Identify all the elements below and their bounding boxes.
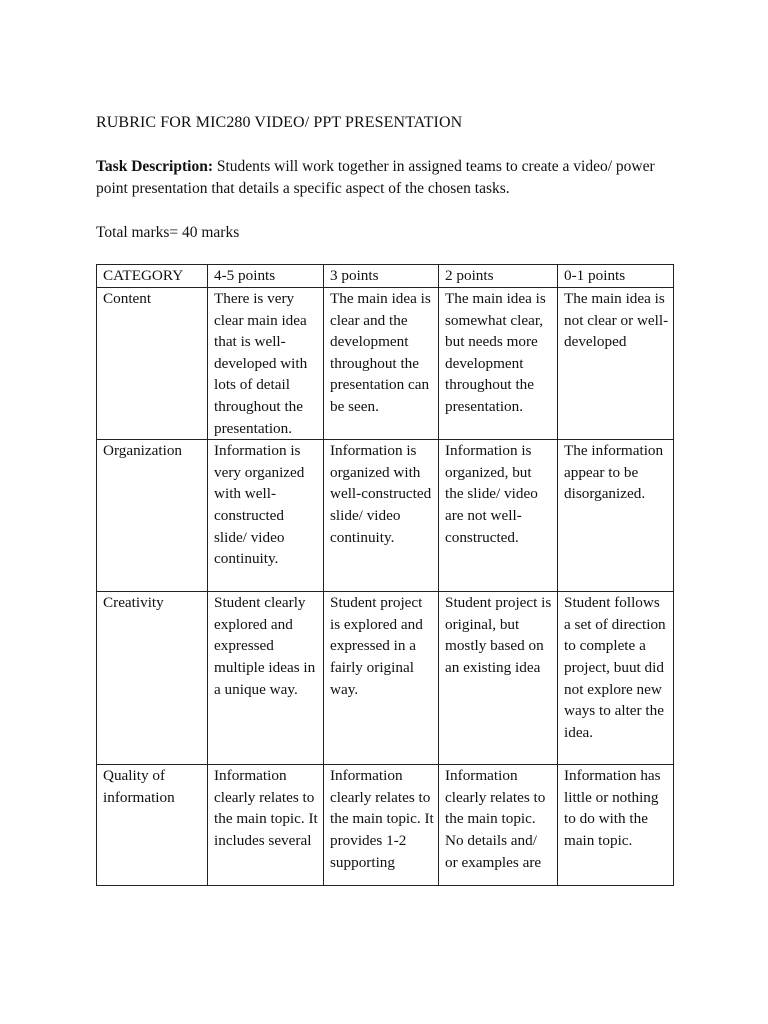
rubric-row-content (97, 288, 674, 440)
rubric-row-organization (97, 440, 674, 592)
header-4-5-points: 4-5 points (208, 265, 324, 288)
rubric-cell: The main idea is somewhat clear, but needs more development throughout the presentation. (439, 288, 558, 440)
task-description (96, 156, 686, 200)
task-description-label: Task Description: (96, 158, 213, 175)
header-category: CATEGORY (97, 265, 208, 288)
rubric-cell: Student clearly explored and expressed multiple ideas in a unique way. (208, 592, 324, 765)
row-category-label: Creativity (97, 592, 208, 765)
header-0-1-points: 0-1 points (558, 265, 674, 288)
rubric-cell: Student project is explored and expressed in a fairly original way. (324, 592, 439, 765)
document-title: RUBRIC FOR MIC280 VIDEO/ PPT PRESENTATION (96, 114, 463, 131)
rubric-cell: The information appear to be disorganized. (558, 440, 674, 592)
rubric-row-creativity (97, 592, 674, 765)
rubric-cell: Information is very organized with well-constructed slide/ video continuity. (208, 440, 324, 592)
row-category-label: Quality of information (97, 765, 208, 886)
header-3-points: 3 points (324, 265, 439, 288)
rubric-header-row (97, 265, 674, 288)
rubric-cell: The main idea is not clear or well-developed (558, 288, 674, 440)
rubric-cell: Information clearly relates to the main topic. It includes several (208, 765, 324, 886)
header-2-points: 2 points (439, 265, 558, 288)
row-category-label: Content (97, 288, 208, 440)
total-marks: Total marks= 40 marks (96, 224, 240, 241)
rubric-cell: There is very clear main idea that is well-developed with lots of detail throughout the presentation. (208, 288, 324, 440)
rubric-cell: The main idea is clear and the development throughout the presentation can be seen. (324, 288, 439, 440)
rubric-cell: Information has little or nothing to do with the main topic. (558, 765, 674, 886)
rubric-row-quality-of-information (97, 765, 674, 886)
row-category-label: Organization (97, 440, 208, 592)
rubric-cell: Information is organized, but the slide/ video are not well-constructed. (439, 440, 558, 592)
rubric-cell: Information clearly relates to the main topic. No details and/ or examples are (439, 765, 558, 886)
rubric-cell: Information clearly relates to the main topic. It provides 1-2 supporting (324, 765, 439, 886)
rubric-cell: Student follows a set of direction to complete a project, buut did not explore new ways to alter the idea. (558, 592, 674, 765)
rubric-cell: Student project is original, but mostly based on an existing idea (439, 592, 558, 765)
task-description-text: Students will work together in assigned teams to create a video/ power point presentation that details a specific aspect of the chosen tasks. (96, 158, 655, 197)
rubric-table (96, 264, 674, 886)
rubric-cell: Information is organized with well-constructed slide/ video continuity. (324, 440, 439, 592)
